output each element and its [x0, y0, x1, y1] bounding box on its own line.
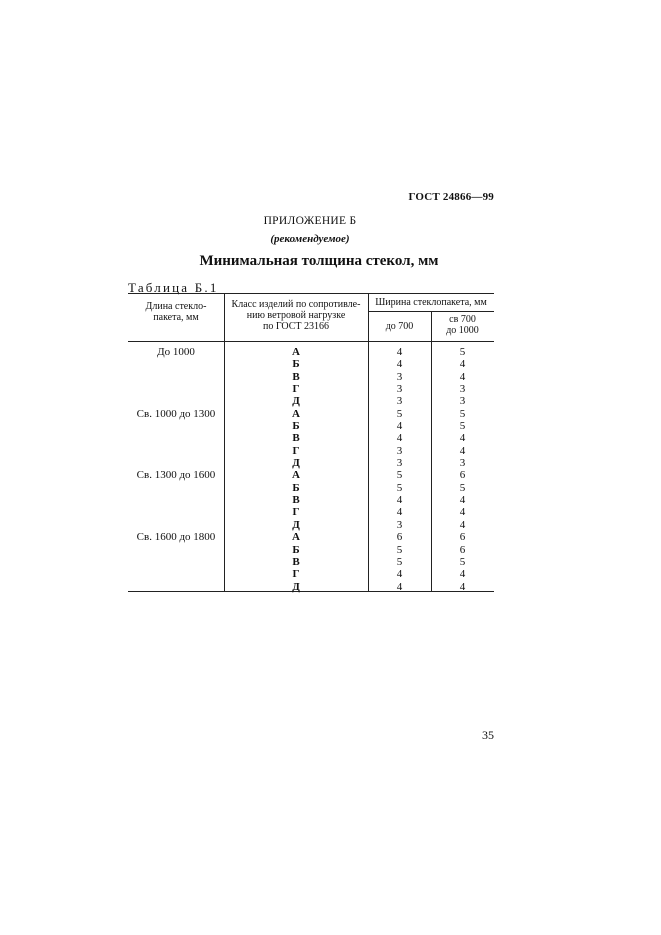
- column-width-upto700: [368, 346, 431, 593]
- length-range-cell: Св. 1000 до 1300: [136, 407, 216, 420]
- header-width-700-1000-line-1: св 700: [449, 314, 476, 325]
- class-cell: Г: [292, 444, 300, 457]
- thickness-upto700-cell: 3: [396, 457, 403, 470]
- thickness-700-1000-cell: 4: [459, 568, 466, 581]
- thickness-upto700-cell: 5: [396, 481, 403, 494]
- thickness-700-1000-cell: 4: [459, 358, 466, 371]
- class-cell: Д: [292, 580, 300, 593]
- header-length: [128, 301, 224, 323]
- thickness-upto700-cell: 4: [396, 432, 403, 445]
- appendix-note: (рекомендуемое): [270, 233, 350, 245]
- class-cell: В: [292, 555, 300, 568]
- page-number: 35: [482, 728, 494, 742]
- length-empty-cell: [128, 482, 224, 494]
- length-empty-cell: [128, 432, 224, 444]
- thickness-700-1000-cell: 3: [459, 395, 466, 408]
- length-empty-cell: [128, 457, 224, 469]
- header-length-line-1: Длина стекло-: [145, 301, 207, 312]
- header-class-line-1: Класс изделий по сопротивле-: [231, 299, 361, 310]
- thickness-700-1000-cell: 5: [459, 407, 466, 420]
- header-width-700-1000: [431, 314, 494, 336]
- class-cell: Г: [292, 568, 300, 581]
- thickness-upto700-cell: 4: [396, 494, 403, 507]
- length-empty-cell: [128, 519, 224, 531]
- class-cell: Д: [292, 395, 300, 408]
- class-cell: Б: [292, 358, 300, 371]
- thickness-upto700-cell: 3: [396, 444, 403, 457]
- class-cell: В: [292, 494, 300, 507]
- thickness-700-1000-cell: 4: [459, 506, 466, 519]
- thickness-700-1000-cell: 4: [459, 494, 466, 507]
- thickness-700-1000-cell: 4: [459, 432, 466, 445]
- header-class: [224, 299, 368, 332]
- class-cell: В: [292, 432, 300, 445]
- thickness-700-1000-cell: 6: [459, 531, 466, 544]
- document-code: ГОСТ 24866—99: [408, 191, 494, 203]
- column-width-700-1000: [431, 346, 494, 593]
- thickness-upto700-cell: 4: [396, 346, 403, 358]
- header-width: Ширина стеклопакета, мм: [375, 297, 487, 308]
- length-empty-cell: [128, 581, 224, 593]
- length-empty-cell: [128, 568, 224, 580]
- class-cell: Г: [292, 506, 300, 519]
- thickness-upto700-cell: 3: [396, 518, 403, 531]
- thickness-upto700-cell: 3: [396, 370, 403, 383]
- class-cell: Б: [292, 420, 300, 433]
- column-length: [128, 346, 224, 593]
- header-width-700-1000-line-2: до 1000: [446, 325, 479, 336]
- header-width-upto700: до 700: [385, 321, 414, 332]
- thickness-upto700-cell: 3: [396, 395, 403, 408]
- length-empty-cell: [128, 494, 224, 506]
- header-class-line-3: по ГОСТ 23166: [262, 321, 329, 332]
- table-caption: Таблица Б.1: [128, 280, 219, 295]
- thickness-table: [128, 293, 494, 592]
- length-range-cell: Св. 1600 до 1800: [136, 531, 216, 544]
- thickness-upto700-cell: 4: [396, 568, 403, 581]
- length-empty-cell: [128, 395, 224, 407]
- class-cell: Г: [292, 383, 300, 396]
- length-empty-cell: [128, 371, 224, 383]
- thickness-700-1000-cell: 3: [459, 457, 466, 470]
- length-empty-cell: [128, 544, 224, 556]
- length-range-cell: Св. 1300 до 1600: [136, 469, 216, 482]
- thickness-700-1000-cell: 4: [459, 370, 466, 383]
- class-cell: А: [292, 346, 300, 358]
- thickness-700-1000-cell: 4: [459, 444, 466, 457]
- thickness-upto700-cell: 5: [396, 469, 403, 482]
- length-empty-cell: [128, 383, 224, 395]
- header-length-line-2: пакета, мм: [153, 312, 199, 323]
- thickness-upto700-cell: 5: [396, 543, 403, 556]
- thickness-700-1000-cell: 5: [459, 481, 466, 494]
- table-header-border: [128, 341, 494, 342]
- length-empty-cell: [128, 420, 224, 432]
- header-class-line-2: нию ветровой нагрузке: [246, 310, 346, 321]
- thickness-upto700-cell: 4: [396, 580, 403, 593]
- column-class: [224, 346, 368, 593]
- thickness-upto700-cell: 4: [396, 420, 403, 433]
- thickness-700-1000-cell: 5: [459, 555, 466, 568]
- thickness-700-1000-cell: 6: [459, 543, 466, 556]
- thickness-700-1000-cell: 5: [459, 420, 466, 433]
- document-title: Минимальная толщина стекол, мм: [199, 253, 439, 269]
- thickness-upto700-cell: 4: [396, 358, 403, 371]
- class-cell: А: [292, 469, 300, 482]
- table-top-border: [128, 293, 494, 294]
- length-empty-cell: [128, 445, 224, 457]
- thickness-upto700-cell: 4: [396, 506, 403, 519]
- thickness-700-1000-cell: 4: [459, 518, 466, 531]
- class-cell: Д: [292, 518, 300, 531]
- thickness-upto700-cell: 6: [396, 531, 403, 544]
- class-cell: Б: [292, 481, 300, 494]
- thickness-700-1000-cell: 3: [459, 383, 466, 396]
- thickness-700-1000-cell: 6: [459, 469, 466, 482]
- length-range-cell: До 1000: [157, 346, 195, 358]
- thickness-700-1000-cell: 4: [459, 580, 466, 593]
- class-cell: А: [292, 531, 300, 544]
- thickness-upto700-cell: 5: [396, 555, 403, 568]
- length-empty-cell: [128, 556, 224, 568]
- class-cell: А: [292, 407, 300, 420]
- class-cell: В: [292, 370, 300, 383]
- appendix-title: ПРИЛОЖЕНИЕ Б: [263, 215, 357, 227]
- class-cell: Д: [292, 457, 300, 470]
- thickness-upto700-cell: 3: [396, 383, 403, 396]
- thickness-upto700-cell: 5: [396, 407, 403, 420]
- length-empty-cell: [128, 506, 224, 518]
- class-cell: Б: [292, 543, 300, 556]
- thickness-700-1000-cell: 5: [459, 346, 466, 358]
- length-empty-cell: [128, 358, 224, 370]
